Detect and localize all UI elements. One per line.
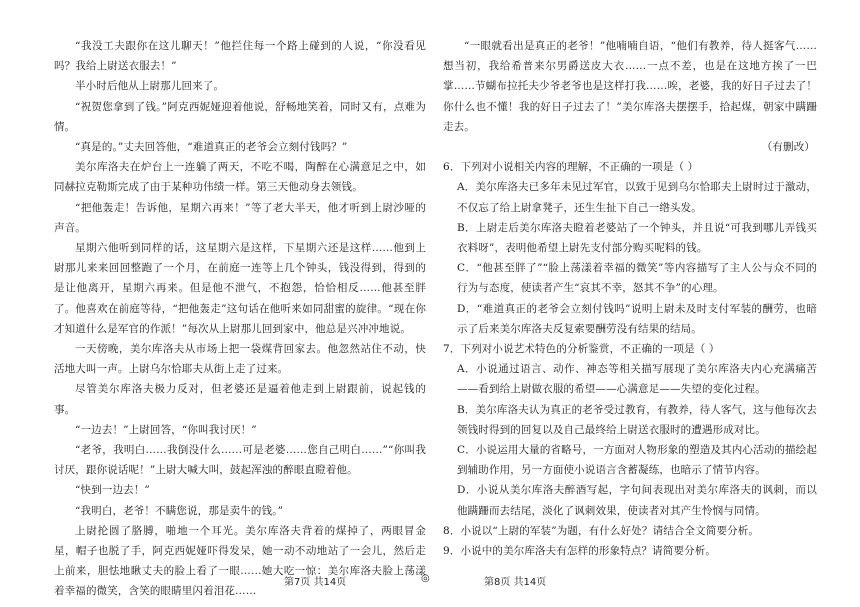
- question-6-option-b: B．上尉走后美尔库洛夫瞪着老婆站了一个钟头，并且说“可我到哪儿弄钱买衣料呀”，表明他希望上尉先支付部分购买呢料的钱。: [457, 221, 817, 255]
- question-6-stem: 6．下列对小说相关内容的理解，不正确的一项是（ ）: [443, 161, 699, 174]
- question-7-stem: 7．下列对小说艺术特色的分析鉴赏，不正确的一项是（ ）: [443, 343, 720, 356]
- paragraph: 星期六他听到同样的话，这星期六是这样，下星期六还是这样……他到上尉那儿来来回回整跑了一个月，在前庭一连等上几个钟头，钱没得到，得到的是让他离开，星期六再来。但是他不泄气，不抱怨，恰恰相反……他甚至胖了。他喜欢在前庭等待，“把他轰走”这句话在他听来如同甜蜜的旋律。“现在你才知道什么是军官的作派！”每次从上尉那儿回到家中，他总是兴冲冲地说。: [54, 242, 426, 335]
- source-note: （有删改）: [761, 141, 815, 154]
- question-7-option-a: A．小说通过语言、动作、神态等相关描写展现了美尔库洛夫内心充满痛苦——看到给上尉做衣服的希望——心满意足——失望的变化过程。: [457, 363, 817, 396]
- paragraph: “老爷，我明白……我倒没什么……可是老婆……您自己明白……”“你叫我讨厌，跟你说话呢！”上尉大喊大叫，鼓起浑浊的醉眼直瞪着他。: [54, 444, 426, 477]
- question-9-stem: 9．小说中的美尔库洛夫有怎样的形象特点？请简要分析。: [443, 545, 717, 558]
- right-column: [443, 36, 817, 561]
- paragraph: 美尔库洛夫在炉台上一连躺了两天，不吃不喝，陶醉在心满意足之中，如同赫拉克勒斯完成了由于某种功伟绩一样。第三天他动身去领钱。: [54, 161, 426, 194]
- paragraph: 尽管美尔库洛夫极力反对，但老婆还是逼着他走到上尉跟前，说起钱的事。: [54, 383, 426, 416]
- left-column: [54, 36, 426, 602]
- question-7-option-d: D．小说从美尔库洛夫醉酒写起，字句间表现出对美尔库洛夫的讽刺，而以他蹒跚而去结尾，淡化了讽刺效果，使读者对其产生怜悯与同情。: [457, 484, 817, 517]
- paragraph: 上尉抡圆了胳膊，啪地一个耳光。美尔库洛夫背着的煤掉了，两眼冒金星，帽子也脱了手，阿克西妮娅吓得发呆，她一动不动地站了一会儿，然后走上前来，胆怯地瞅丈夫的脸上看了一眼……她大吃一惊：美尔库洛夫脸上荡漾着幸福的微笑，含笑的眼睛里闪着泪花……: [54, 524, 426, 598]
- question-6-option-a: A．美尔库洛夫已多年未见过军官，以致于见到乌尔恰耶夫上尉时过于激动，不仅忘了给上尉拿凳子，还生生扯下自己一绺头发。: [457, 181, 817, 214]
- question-7-option-c: C．小说运用大量的省略号，一方面对人物形象的塑造及其内心活动的描绘起到辅助作用，另一方面使小说语言含蓄凝练，也暗示了情节内容。: [457, 444, 817, 477]
- page-number-right: 第8页 共14页: [484, 577, 547, 588]
- paragraph: “快到一边去！”: [75, 484, 150, 497]
- paragraph: 半小时后他从上尉那儿回来了。: [75, 80, 225, 93]
- question-6-option-d: D．“难道真正的老爷会立刻付钱吗”说明上尉未及时支付军装的酬劳，也暗示了后来美尔库洛夫反复索要酬劳没有结果的结局。: [457, 302, 817, 335]
- question-7-option-b: B．美尔库洛夫认为真正的老爷受过教育，有教养，待人客气，这与他每次去领钱时得到的回复以及自己最终给上尉送衣服时的遭遇形成对比。: [457, 403, 817, 436]
- paragraph: “我明白，老爷！不瞒您说，那是卖牛的钱。”: [75, 504, 284, 517]
- page-number-left: 第7页 共14页: [284, 577, 347, 588]
- paragraph: “真是的。”丈夫回答他，“难道真正的老爷会立刻付钱吗？”: [75, 141, 348, 154]
- question-8-stem: 8．小说以“上尉的军装”为题，有什么好处？请结合全文简要分析。: [443, 524, 760, 537]
- paragraph: “把他轰走！告诉他，星期六再来！”等了老大半天，他才听到上尉沙哑的声音。: [54, 201, 426, 234]
- paragraph: “一边去！”上尉回答，“你叫我讨厌！”: [75, 423, 257, 436]
- paragraph: “一眼就看出是真正的老爷！”他喃喃自语，“他们有教养，待人挺客气……想当初，我给希普来尔男爵送皮大衣……一点不差，也是在这地方挨了一巴掌……节蝴布拉托夫少爷老爷也是这样打我……唉，老婆，我的好日子过去了！你什么也不懂！我的好日子过去了！”美尔库洛夫摆摆手，拾起煤，朝家中蹒跚走去。: [443, 40, 817, 133]
- question-6-option-c: C．“他甚至胖了”“脸上荡漾着幸福的微笑”等内容描写了主人公与众不同的行为与态度，使读者产生“哀其不幸，怒其不争”的心理。: [457, 262, 817, 295]
- paragraph: “祝贺您拿到了钱。”阿克西妮娅迎着他说，舒畅地笑着，同时又有，点难为情。: [54, 100, 426, 133]
- paragraph: 一天傍晚，美尔库洛夫从市场上把一袋煤背回家去。他忽然站住不动，快活地大叫一声。上尉乌尔恰耶夫从街上走了过来。: [54, 343, 426, 376]
- paragraph: “我没工夫跟你在这儿聊天！”他拦住每一个路上碰到的人说，“你没看见吗？我给上尉送衣服去！”: [54, 40, 426, 73]
- binding-mark-icon: ◎: [421, 573, 430, 584]
